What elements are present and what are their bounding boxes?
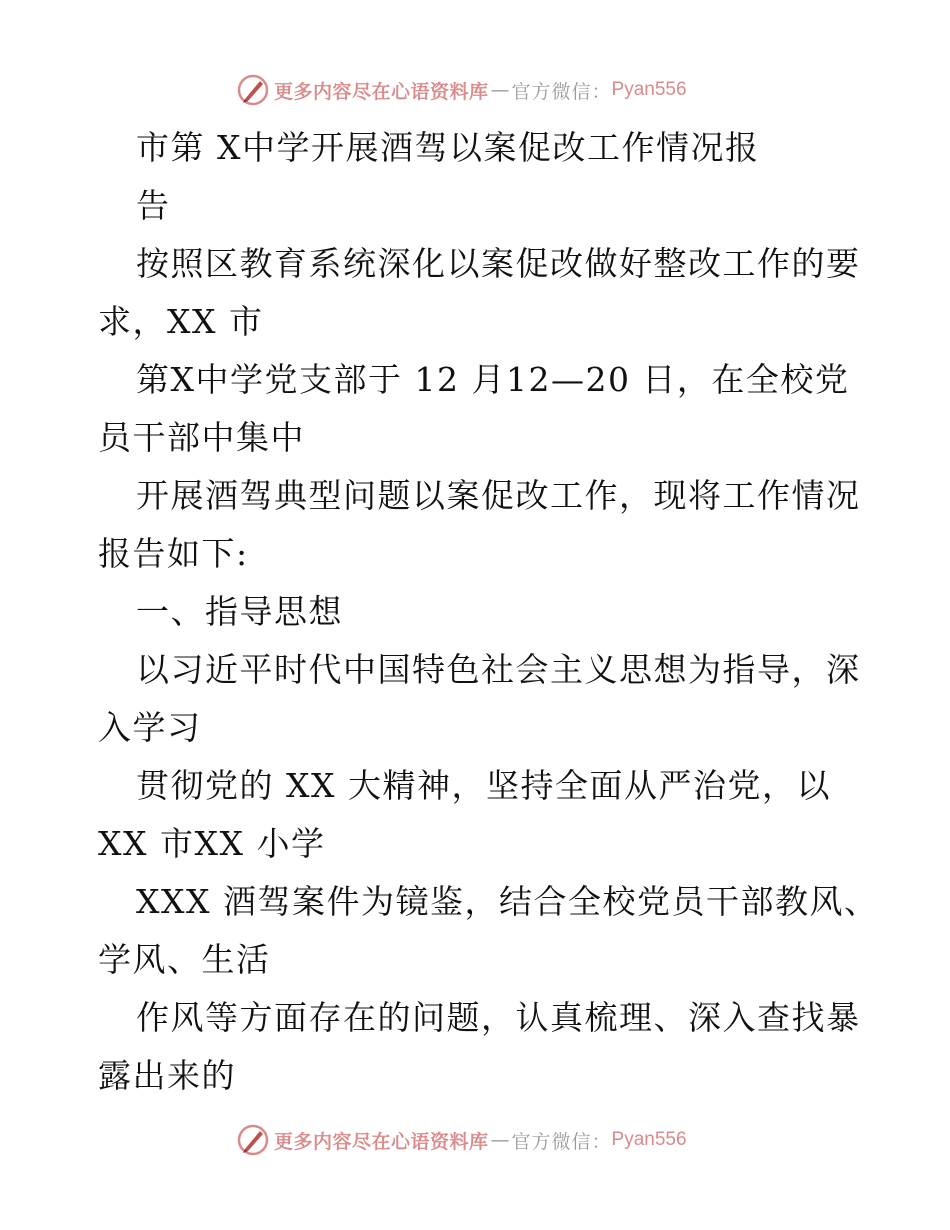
paragraph-line: 报告如下: bbox=[98, 534, 249, 573]
paragraph-line: XXX 酒驾案件为镜鉴，结合全校党员干部教风、 bbox=[136, 882, 879, 921]
paragraph-line: 求，XX 市 bbox=[98, 302, 264, 341]
watermark-main-text: 更多内容尽在心语资料库 bbox=[274, 80, 489, 103]
watermark-id: Pyan556 bbox=[611, 79, 687, 100]
watermark-id: Pyan556 bbox=[611, 1129, 687, 1150]
watermark-dash: — bbox=[490, 79, 510, 101]
paragraph-line: 作风等方面存在的问题，认真梳理、深入查找暴 bbox=[136, 998, 861, 1037]
paragraph-line: 员干部中集中 bbox=[98, 418, 305, 457]
title-line-1: 市第 X中学开展酒驾以案促改工作情况报 bbox=[136, 128, 760, 167]
watermark-main-text: 更多内容尽在心语资料库 bbox=[274, 1130, 489, 1153]
watermark-sub-text: 官方微信： bbox=[511, 80, 612, 103]
paragraph-line: 入学习 bbox=[98, 708, 202, 747]
paragraph-line: 以习近平时代中国特色社会主义思想为指导，深 bbox=[136, 650, 861, 689]
paragraph-line: 第X中学党支部于 12 月12—20 日，在全校党 bbox=[136, 360, 850, 399]
quill-logo-icon bbox=[236, 73, 270, 107]
paragraph-line: 按照区教育系统深化以案促改做好整改工作的要 bbox=[136, 244, 861, 283]
title-line-2: 告 bbox=[136, 186, 171, 225]
watermark-sub-text: 官方微信： bbox=[511, 1130, 612, 1153]
paragraph-line: 贯彻党的 XX 大精神，坚持全面从严治党，以 bbox=[136, 766, 831, 805]
quill-logo-icon bbox=[236, 1123, 270, 1157]
paragraph-line: 露出来的 bbox=[98, 1056, 236, 1095]
paragraph-line: 学风、生活 bbox=[98, 940, 271, 979]
watermark-dash: — bbox=[490, 1129, 510, 1151]
paragraph-line: XX 市XX 小学 bbox=[98, 824, 326, 863]
section-heading: 一、指导思想 bbox=[136, 592, 343, 631]
header-watermark bbox=[236, 72, 687, 108]
paragraph-line: 开展酒驾典型问题以案促改工作，现将工作情况 bbox=[136, 476, 861, 515]
footer-watermark bbox=[236, 1122, 687, 1158]
